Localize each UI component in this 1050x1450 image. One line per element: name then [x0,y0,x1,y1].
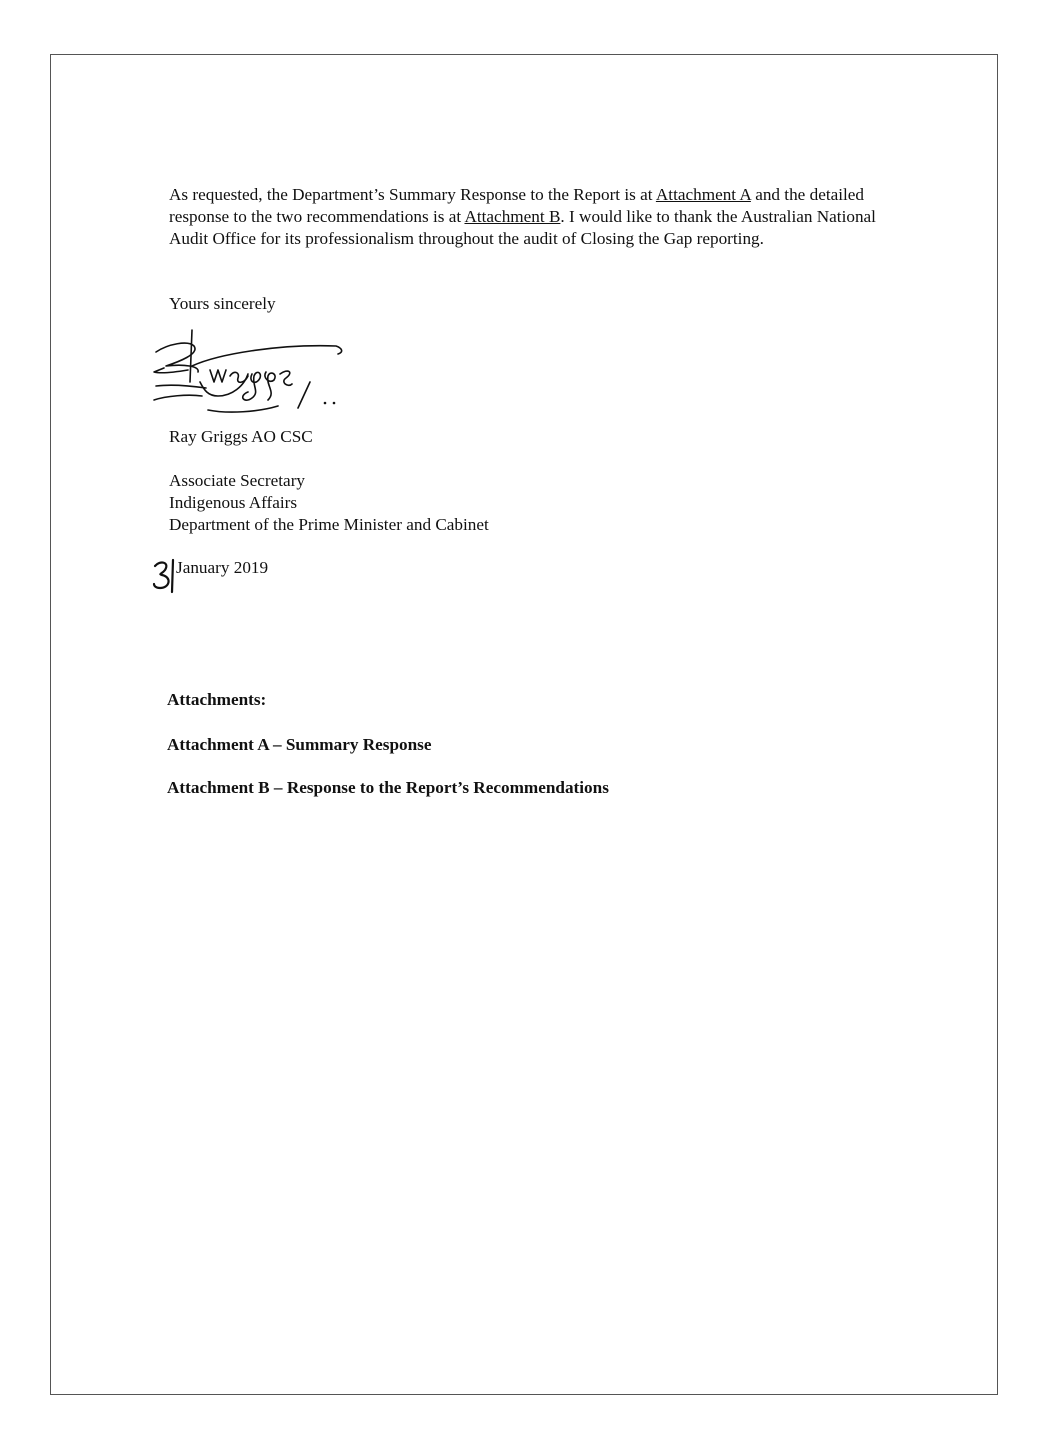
attachment-a-reference: Attachment A [655,185,751,204]
attachments-heading: Attachments: [167,690,267,709]
attachment-b-reference: Attachment B [464,206,561,226]
signer-name: Ray Griggs AO CSC [169,427,313,446]
para-text-1: As requested, the Department’s Summary Response to the Report is at [169,185,656,204]
date-month-year: January 2019 [176,558,269,577]
signer-title: Associate Secretary [169,471,306,490]
attachment-b-item: Attachment B – Response to the Report’s Recommendations [167,778,609,797]
attachment-a-item: Attachment A – Summary Response [167,735,432,754]
signer-division: Indigenous Affairs [169,493,298,512]
signer-department: Department of the Prime Minister and Cabinet [169,515,489,534]
para-text-2: and the detailed response to the two recommendations is at [169,185,864,226]
para-text-3: . I would like to thank the Australian National Audit Office for its professionalism throughout the audit of Closing the Gap reporting. [169,206,876,248]
closing-salutation: Yours sincerely [169,294,276,313]
handwritten-signature [148,326,353,416]
body-paragraph [169,184,899,249]
signer-details [169,470,489,536]
